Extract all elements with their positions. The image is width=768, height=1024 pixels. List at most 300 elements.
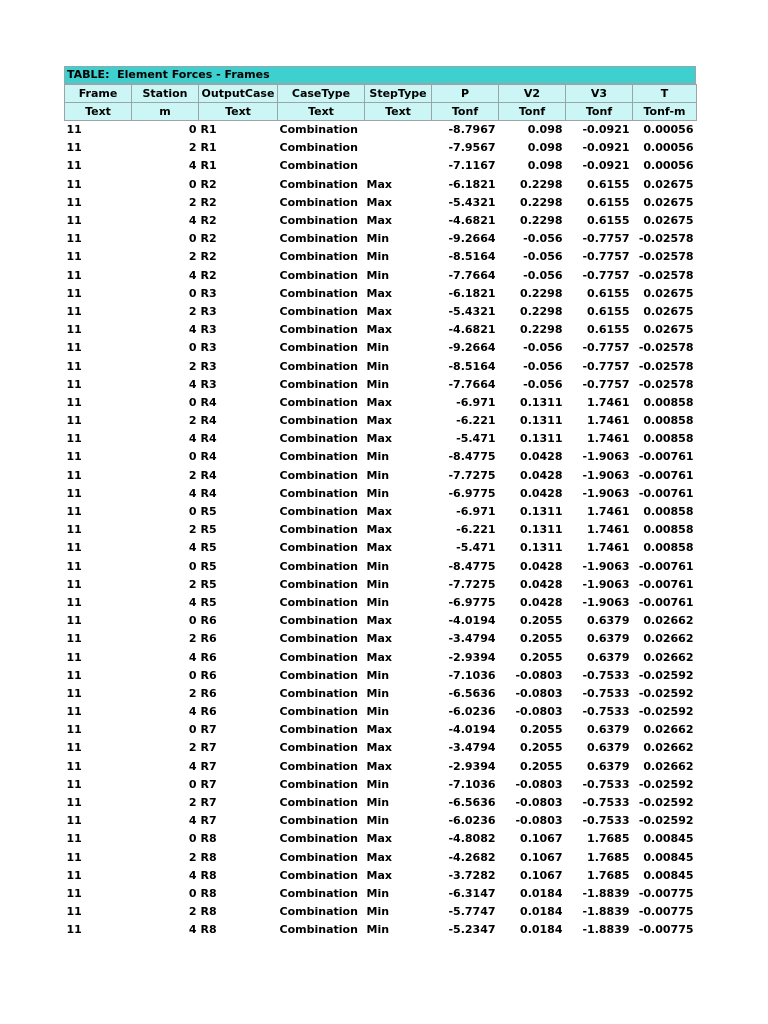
cell-t: 0.02662 — [643, 759, 694, 773]
cell-station: 0 — [188, 341, 197, 355]
cell-v3: 1.7461 — [587, 505, 630, 519]
cell-steptype: Max — [366, 650, 392, 664]
cell-frame: 11 — [66, 359, 82, 373]
table-row — [65, 703, 697, 721]
cell-v2: 0.0428 — [520, 450, 563, 464]
cell-casetype: Combination — [279, 359, 358, 373]
cell-casetype: Combination — [279, 705, 358, 719]
cell-outputcase: R1 — [200, 141, 217, 155]
cell-p: -6.5636 — [448, 686, 496, 700]
cell-casetype: Combination — [279, 268, 358, 282]
cell-outputcase: R3 — [200, 359, 217, 373]
cell-station: 2 — [188, 141, 197, 155]
cell-station: 4 — [188, 486, 197, 500]
cell-p: -4.0194 — [448, 723, 496, 737]
cell-v3: -0.7533 — [582, 705, 630, 719]
table-row — [65, 376, 697, 394]
cell-casetype: Combination — [279, 323, 358, 337]
cell-steptype: Min — [366, 577, 390, 591]
cell-outputcase: R8 — [200, 923, 217, 937]
cell-steptype: Max — [366, 832, 392, 846]
cell-v2: 0.098 — [527, 159, 563, 173]
cell-frame: 11 — [66, 286, 82, 300]
cell-p: -7.1036 — [448, 777, 496, 791]
cell-casetype: Combination — [279, 668, 358, 682]
cell-outputcase: R1 — [200, 123, 217, 137]
cell-frame: 11 — [66, 541, 82, 555]
cell-casetype: Combination — [279, 395, 358, 409]
cell-t: -0.02578 — [638, 359, 694, 373]
cell-v2: 0.2055 — [520, 632, 563, 646]
cell-station: 2 — [188, 359, 197, 373]
cell-v2: -0.056 — [523, 268, 563, 282]
cell-casetype: Combination — [279, 286, 358, 300]
cell-frame: 11 — [66, 395, 82, 409]
cell-v3: 0.6379 — [587, 759, 630, 773]
cell-p: -3.7282 — [448, 868, 496, 882]
table-row — [65, 539, 697, 557]
cell-station: 2 — [188, 577, 197, 591]
cell-v3: 1.7461 — [587, 432, 630, 446]
cell-p: -4.6821 — [448, 214, 496, 228]
cell-station: 2 — [188, 905, 197, 919]
cell-steptype: Max — [366, 868, 392, 882]
cell-station: 4 — [188, 705, 197, 719]
cell-t: -0.02592 — [638, 814, 694, 828]
cell-v2: -0.0803 — [515, 668, 563, 682]
cell-frame: 11 — [66, 595, 82, 609]
cell-casetype: Combination — [279, 796, 358, 810]
cell-t: 0.02675 — [643, 214, 694, 228]
cell-p: -6.0236 — [448, 705, 496, 719]
cell-t: 0.00858 — [643, 414, 694, 428]
cell-t: 0.00845 — [643, 832, 694, 846]
cell-outputcase: R7 — [200, 814, 217, 828]
cell-steptype: Min — [366, 686, 390, 700]
cell-frame: 11 — [66, 123, 82, 137]
cell-steptype: Max — [366, 214, 392, 228]
cell-steptype: Max — [366, 304, 392, 318]
table-row — [65, 812, 697, 830]
cell-outputcase: R4 — [200, 486, 217, 500]
cell-frame: 11 — [66, 741, 82, 755]
cell-t: 0.00858 — [643, 432, 694, 446]
cell-outputcase: R5 — [200, 595, 217, 609]
cell-frame: 11 — [66, 850, 82, 864]
cell-casetype: Combination — [279, 541, 358, 555]
cell-casetype: Combination — [279, 232, 358, 246]
cell-station: 0 — [188, 886, 197, 900]
cell-v2: -0.0803 — [515, 686, 563, 700]
cell-frame: 11 — [66, 486, 82, 500]
cell-t: -0.00761 — [638, 450, 694, 464]
cell-p: -6.0236 — [448, 814, 496, 828]
cell-v2: 0.0428 — [520, 486, 563, 500]
table-row — [65, 394, 697, 412]
cell-p: -6.5636 — [448, 796, 496, 810]
cell-v2: 0.0428 — [520, 577, 563, 591]
cell-outputcase: R7 — [200, 741, 217, 755]
table-body — [65, 121, 697, 940]
cell-v3: 1.7461 — [587, 541, 630, 555]
cell-v2: 0.1067 — [520, 832, 563, 846]
cell-frame: 11 — [66, 214, 82, 228]
cell-station: 4 — [188, 214, 197, 228]
cell-station: 2 — [188, 523, 197, 537]
cell-steptype: Min — [366, 250, 390, 264]
cell-outputcase: R8 — [200, 850, 217, 864]
cell-casetype: Combination — [279, 868, 358, 882]
cell-steptype: Max — [366, 723, 392, 737]
cell-station: 2 — [188, 686, 197, 700]
cell-frame: 11 — [66, 723, 82, 737]
cell-station: 0 — [188, 123, 197, 137]
cell-outputcase: R2 — [200, 250, 217, 264]
unit-station: m — [132, 103, 199, 121]
cell-station: 0 — [188, 395, 197, 409]
cell-p: -4.6821 — [448, 323, 496, 337]
cell-steptype: Min — [366, 777, 390, 791]
cell-p: -5.4321 — [448, 304, 496, 318]
cell-outputcase: R4 — [200, 450, 217, 464]
cell-frame: 11 — [66, 341, 82, 355]
cell-v2: -0.056 — [523, 359, 563, 373]
cell-p: -5.2347 — [448, 923, 496, 937]
cell-v2: -0.0803 — [515, 796, 563, 810]
cell-steptype — [365, 157, 432, 175]
cell-casetype: Combination — [279, 304, 358, 318]
cell-station: 0 — [188, 559, 197, 573]
cell-t: 0.02675 — [643, 323, 694, 337]
cell-outputcase: R2 — [200, 177, 217, 191]
header-t: T — [633, 85, 697, 103]
cell-t: 0.02675 — [643, 195, 694, 209]
cell-frame: 11 — [66, 814, 82, 828]
cell-v3: -0.7533 — [582, 796, 630, 810]
table-row — [65, 248, 697, 266]
cell-outputcase: R5 — [200, 577, 217, 591]
cell-frame: 11 — [66, 686, 82, 700]
table-row — [65, 630, 697, 648]
cell-casetype: Combination — [279, 341, 358, 355]
cell-steptype: Max — [366, 195, 392, 209]
unit-t: Tonf-m — [633, 103, 697, 121]
cell-p: -7.7275 — [448, 468, 496, 482]
cell-casetype: Combination — [279, 886, 358, 900]
cell-frame: 11 — [66, 250, 82, 264]
cell-steptype: Min — [366, 450, 390, 464]
cell-outputcase: R2 — [200, 268, 217, 282]
cell-t: -0.02578 — [638, 232, 694, 246]
cell-v3: -1.8839 — [582, 923, 630, 937]
cell-p: -6.971 — [456, 395, 496, 409]
cell-station: 2 — [188, 304, 197, 318]
cell-casetype: Combination — [279, 505, 358, 519]
cell-p: -7.7275 — [448, 577, 496, 591]
cell-outputcase: R6 — [200, 668, 217, 682]
table-row — [65, 357, 697, 375]
cell-t: 0.00845 — [643, 868, 694, 882]
unit-outputcase: Text — [199, 103, 278, 121]
header-station: Station — [132, 85, 199, 103]
table-title: TABLE: Element Forces - Frames — [64, 66, 696, 84]
cell-outputcase: R5 — [200, 505, 217, 519]
cell-outputcase: R6 — [200, 705, 217, 719]
cell-outputcase: R6 — [200, 686, 217, 700]
cell-v2: -0.056 — [523, 341, 563, 355]
cell-station: 2 — [188, 195, 197, 209]
cell-outputcase: R6 — [200, 614, 217, 628]
cell-steptype: Min — [366, 468, 390, 482]
cell-v2: 0.2298 — [520, 286, 563, 300]
cell-steptype: Max — [366, 323, 392, 337]
cell-t: 0.02662 — [643, 632, 694, 646]
cell-v2: 0.098 — [527, 141, 563, 155]
cell-v2: -0.056 — [523, 250, 563, 264]
cell-p: -5.471 — [456, 541, 496, 555]
cell-v3: 1.7685 — [587, 832, 630, 846]
cell-p: -7.7664 — [448, 377, 496, 391]
cell-steptype: Min — [366, 705, 390, 719]
header-row — [65, 85, 697, 103]
cell-steptype: Min — [366, 923, 390, 937]
table-row — [65, 794, 697, 812]
cell-outputcase: R2 — [200, 232, 217, 246]
table-row — [65, 430, 697, 448]
cell-p: -4.0194 — [448, 614, 496, 628]
cell-casetype: Combination — [279, 195, 358, 209]
cell-t: 0.02662 — [643, 614, 694, 628]
unit-v2: Tonf — [499, 103, 566, 121]
table-row — [65, 194, 697, 212]
table-row — [65, 321, 697, 339]
cell-p: -6.3147 — [448, 886, 496, 900]
cell-p: -6.221 — [456, 414, 496, 428]
cell-v3: 0.6379 — [587, 650, 630, 664]
table-row — [65, 267, 697, 285]
cell-station: 0 — [188, 232, 197, 246]
cell-casetype: Combination — [279, 432, 358, 446]
cell-casetype: Combination — [279, 905, 358, 919]
cell-v2: 0.1311 — [520, 414, 563, 428]
table-row — [65, 230, 697, 248]
header-steptype: StepType — [365, 85, 432, 103]
table-row — [65, 285, 697, 303]
cell-t: -0.00775 — [638, 886, 694, 900]
cell-v3: -0.7757 — [582, 341, 630, 355]
cell-t: -0.02578 — [638, 250, 694, 264]
cell-v2: -0.0803 — [515, 705, 563, 719]
cell-outputcase: R3 — [200, 323, 217, 337]
cell-casetype: Combination — [279, 686, 358, 700]
cell-p: -3.4794 — [448, 741, 496, 755]
cell-frame: 11 — [66, 141, 82, 155]
cell-outputcase: R3 — [200, 377, 217, 391]
cell-steptype: Max — [366, 414, 392, 428]
cell-v3: -1.8839 — [582, 886, 630, 900]
cell-steptype: Min — [366, 359, 390, 373]
cell-v2: 0.0184 — [520, 923, 563, 937]
cell-t: 0.02675 — [643, 177, 694, 191]
cell-steptype: Min — [366, 232, 390, 246]
cell-p: -5.4321 — [448, 195, 496, 209]
table-row — [65, 303, 697, 321]
table-row — [65, 594, 697, 612]
cell-frame: 11 — [66, 777, 82, 791]
cell-v3: -0.0921 — [582, 159, 630, 173]
cell-v2: 0.2055 — [520, 741, 563, 755]
cell-t: 0.02662 — [643, 741, 694, 755]
cell-v3: -1.8839 — [582, 905, 630, 919]
cell-steptype: Max — [366, 759, 392, 773]
cell-v2: 0.1311 — [520, 523, 563, 537]
cell-outputcase: R2 — [200, 195, 217, 209]
table-row — [65, 139, 697, 157]
table-row — [65, 849, 697, 867]
cell-p: -8.7967 — [448, 123, 496, 137]
cell-p: -6.9775 — [448, 486, 496, 500]
cell-frame: 11 — [66, 268, 82, 282]
cell-station: 4 — [188, 868, 197, 882]
cell-p: -3.4794 — [448, 632, 496, 646]
cell-frame: 11 — [66, 159, 82, 173]
cell-outputcase: R1 — [200, 159, 217, 173]
cell-station: 2 — [188, 796, 197, 810]
cell-frame: 11 — [66, 832, 82, 846]
cell-frame: 11 — [66, 705, 82, 719]
cell-v2: 0.0184 — [520, 886, 563, 900]
cell-frame: 11 — [66, 195, 82, 209]
cell-p: -8.5164 — [448, 250, 496, 264]
cell-frame: 11 — [66, 505, 82, 519]
cell-casetype: Combination — [279, 414, 358, 428]
cell-casetype: Combination — [279, 614, 358, 628]
table-row — [65, 521, 697, 539]
cell-casetype: Combination — [279, 923, 358, 937]
cell-steptype: Max — [366, 850, 392, 864]
cell-station: 0 — [188, 286, 197, 300]
cell-frame: 11 — [66, 868, 82, 882]
cell-station: 4 — [188, 923, 197, 937]
cell-v2: 0.2298 — [520, 304, 563, 318]
cell-frame: 11 — [66, 323, 82, 337]
cell-frame: 11 — [66, 923, 82, 937]
header-p: P — [432, 85, 499, 103]
cell-t: 0.00056 — [643, 141, 694, 155]
table-row — [65, 212, 697, 230]
cell-t: 0.02662 — [643, 650, 694, 664]
header-casetype: CaseType — [278, 85, 365, 103]
cell-casetype: Combination — [279, 523, 358, 537]
table-row — [65, 830, 697, 848]
cell-p: -6.1821 — [448, 286, 496, 300]
cell-t: -0.02592 — [638, 796, 694, 810]
cell-v3: -1.9063 — [582, 595, 630, 609]
cell-p: -2.9394 — [448, 650, 496, 664]
cell-v2: 0.1311 — [520, 395, 563, 409]
cell-casetype: Combination — [279, 814, 358, 828]
cell-steptype: Max — [366, 614, 392, 628]
cell-v3: 0.6155 — [587, 214, 630, 228]
cell-p: -7.9567 — [448, 141, 496, 155]
cell-outputcase: R4 — [200, 395, 217, 409]
cell-casetype: Combination — [279, 159, 358, 173]
cell-v2: 0.0184 — [520, 905, 563, 919]
cell-outputcase: R2 — [200, 214, 217, 228]
cell-t: -0.00761 — [638, 577, 694, 591]
cell-frame: 11 — [66, 577, 82, 591]
cell-t: -0.02578 — [638, 377, 694, 391]
cell-steptype: Min — [366, 886, 390, 900]
cell-casetype: Combination — [279, 486, 358, 500]
cell-casetype: Combination — [279, 559, 358, 573]
cell-steptype: Max — [366, 741, 392, 755]
cell-p: -6.1821 — [448, 177, 496, 191]
cell-v3: -0.0921 — [582, 141, 630, 155]
cell-p: -7.1167 — [448, 159, 496, 173]
cell-steptype: Min — [366, 377, 390, 391]
cell-v2: 0.2298 — [520, 323, 563, 337]
cell-v3: -0.7757 — [582, 377, 630, 391]
cell-p: -6.221 — [456, 523, 496, 537]
cell-outputcase: R3 — [200, 341, 217, 355]
cell-v3: 0.6155 — [587, 286, 630, 300]
cell-frame: 11 — [66, 304, 82, 318]
cell-station: 4 — [188, 814, 197, 828]
table-row — [65, 648, 697, 666]
cell-p: -6.971 — [456, 505, 496, 519]
cell-v3: -1.9063 — [582, 450, 630, 464]
cell-frame: 11 — [66, 177, 82, 191]
table-row — [65, 485, 697, 503]
cell-v2: 0.1067 — [520, 868, 563, 882]
cell-outputcase: R4 — [200, 432, 217, 446]
cell-t: -0.02578 — [638, 341, 694, 355]
cell-v2: 0.2055 — [520, 650, 563, 664]
table-row — [65, 739, 697, 757]
cell-station: 4 — [188, 323, 197, 337]
cell-v2: 0.098 — [527, 123, 563, 137]
cell-steptype: Min — [366, 595, 390, 609]
cell-steptype: Min — [366, 268, 390, 282]
cell-casetype: Combination — [279, 595, 358, 609]
cell-frame: 11 — [66, 559, 82, 573]
table-row — [65, 667, 697, 685]
header-outputcase: OutputCase — [199, 85, 278, 103]
cell-v3: -1.9063 — [582, 486, 630, 500]
cell-v2: 0.2055 — [520, 723, 563, 737]
cell-p: -4.2682 — [448, 850, 496, 864]
cell-outputcase: R5 — [200, 541, 217, 555]
cell-casetype: Combination — [279, 741, 358, 755]
cell-station: 4 — [188, 377, 197, 391]
table-row — [65, 576, 697, 594]
cell-t: 0.02675 — [643, 286, 694, 300]
cell-v3: 0.6379 — [587, 723, 630, 737]
cell-v2: -0.056 — [523, 377, 563, 391]
cell-outputcase: R8 — [200, 868, 217, 882]
cell-steptype: Max — [366, 286, 392, 300]
cell-frame: 11 — [66, 432, 82, 446]
table-row — [65, 339, 697, 357]
cell-v3: 0.6379 — [587, 632, 630, 646]
unit-steptype: Text — [365, 103, 432, 121]
cell-frame: 11 — [66, 632, 82, 646]
cell-v2: 0.0428 — [520, 595, 563, 609]
cell-station: 0 — [188, 614, 197, 628]
cell-station: 0 — [188, 177, 197, 191]
cell-frame: 11 — [66, 650, 82, 664]
